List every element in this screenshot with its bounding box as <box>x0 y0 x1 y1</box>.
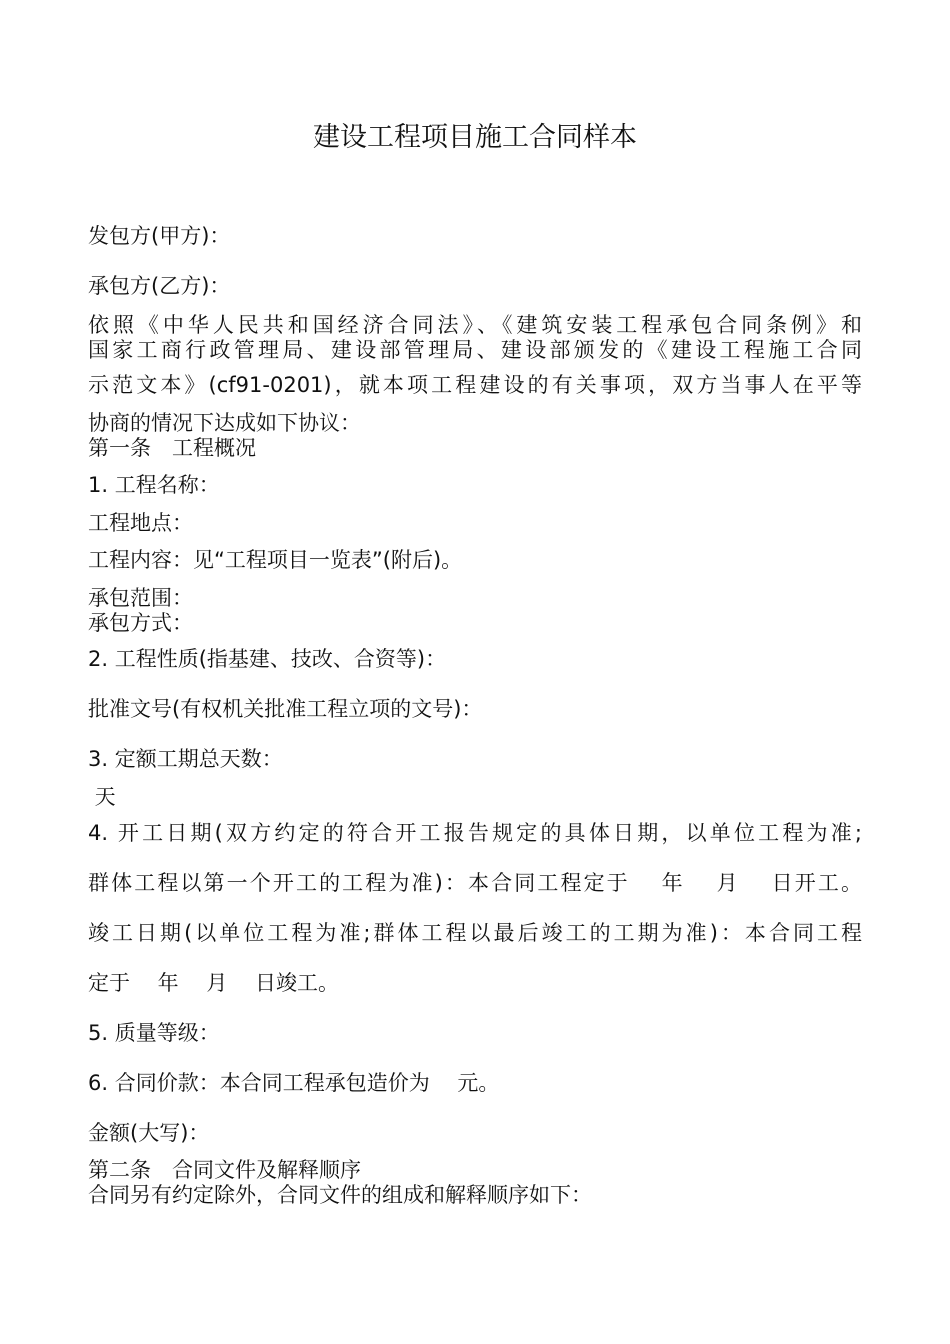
start-date-line-2: 群体工程以第一个开工的工程为准)：本合同工程定于 年 月 日开工。 <box>88 871 862 895</box>
article-2-heading: 第二条 合同文件及解释顺序 <box>88 1158 361 1182</box>
party-a-line: 发包方(甲方)： <box>88 224 231 248</box>
quality-grade-line: 5. 质量等级： <box>88 1021 220 1045</box>
project-location-line: 工程地点： <box>88 511 193 535</box>
preamble-line-1: 依照《中华人民共和国经济合同法》、《建筑安装工程承包合同条例》和 <box>88 313 862 337</box>
document-title: 建设工程项目施工合同样本 <box>313 122 637 153</box>
project-content-line: 工程内容：见“工程项目一览表”(附后)。 <box>88 548 463 572</box>
completion-date-line-2: 定于 年 月 日竣工。 <box>88 971 340 995</box>
project-name-line: 1. 工程名称： <box>88 473 220 497</box>
contract-scope-line: 承包范围： <box>88 586 193 610</box>
article-1-heading: 第一条 工程概况 <box>88 436 256 460</box>
preamble-line-4: 协商的情况下达成如下协议： <box>88 411 361 435</box>
contract-method-line: 承包方式： <box>88 611 193 635</box>
start-date-line-1: 4. 开工日期(双方约定的符合开工报告规定的具体日期，以单位工程为准; <box>88 821 862 845</box>
amount-in-words-line: 金额(大写)： <box>88 1121 210 1145</box>
project-nature-line: 2. 工程性质(指基建、技改、合资等)： <box>88 647 447 671</box>
preamble-line-2: 国家工商行政管理局、建设部管理局、建设部颁发的《建设工程施工合同 <box>88 338 862 362</box>
party-b-line: 承包方(乙方)： <box>88 274 231 298</box>
preamble-line-3: 示范文本》(cf91-0201)，就本项工程建设的有关事项，双方当事人在平等 <box>88 373 862 397</box>
days-unit-line: 天 <box>88 785 116 809</box>
article-2-intro-line: 合同另有约定除外，合同文件的组成和解释顺序如下： <box>88 1183 592 1207</box>
total-days-line: 3. 定额工期总天数： <box>88 747 283 771</box>
contract-price-line: 6. 合同价款：本合同工程承包造价为 元。 <box>88 1071 500 1095</box>
approval-number-line: 批准文号(有权机关批准工程立项的文号)： <box>88 697 483 721</box>
completion-date-line-1: 竣工日期(以单位工程为准;群体工程以最后竣工的工期为准)：本合同工程 <box>88 921 862 945</box>
